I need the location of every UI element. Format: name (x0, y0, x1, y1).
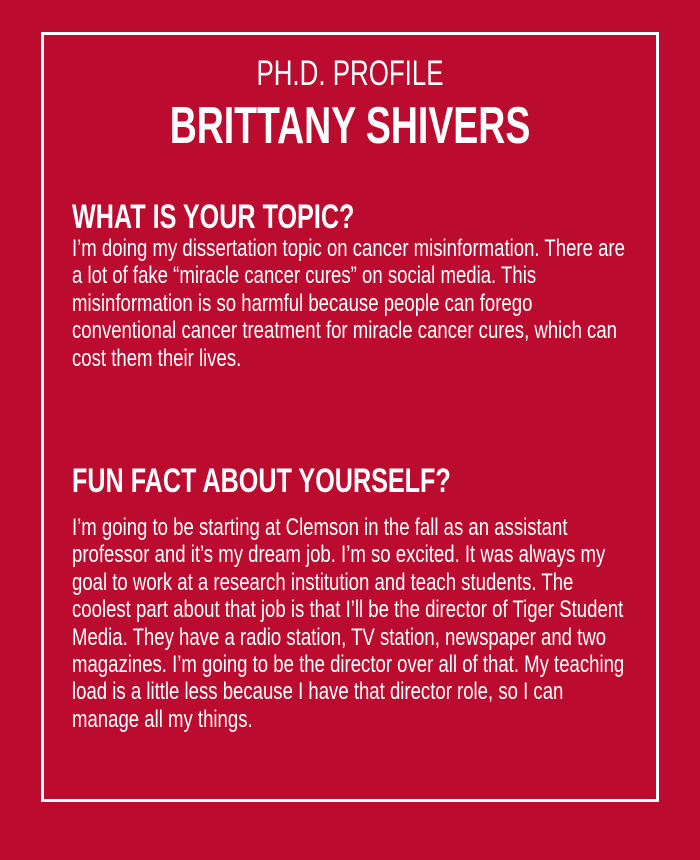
fun-fact-answer: I’m going to be starting at Clemson in the fall as an assistant professor and it’s my dream job. I’m so excited. It was always my goal to work at a research institution and teach students. The coolest part about that job is that I’ll be the director of Tiger Student Media. They have a radio station, TV station, newspaper and two magazines. I’m going to be the director over all of that. My teaching load is a little less because I have that director role, so I can manage all my things. (72, 514, 625, 733)
topic-answer: I’m doing my dissertation topic on cancer misinformation. There are a lot of fake “miracle cancer cures” on social media. This misinformation is so harmful because people can forego conventional cancer treatment for miracle cancer cures, which can cost them their lives. (72, 235, 625, 372)
fun-fact-question: FUN FACT ABOUT YOURSELF? (72, 462, 451, 500)
topic-question: WHAT IS YOUR TOPIC? (72, 198, 355, 236)
profile-kicker: PH.D. PROFILE (256, 54, 444, 93)
profile-name: BRITTANY SHIVERS (169, 97, 531, 155)
